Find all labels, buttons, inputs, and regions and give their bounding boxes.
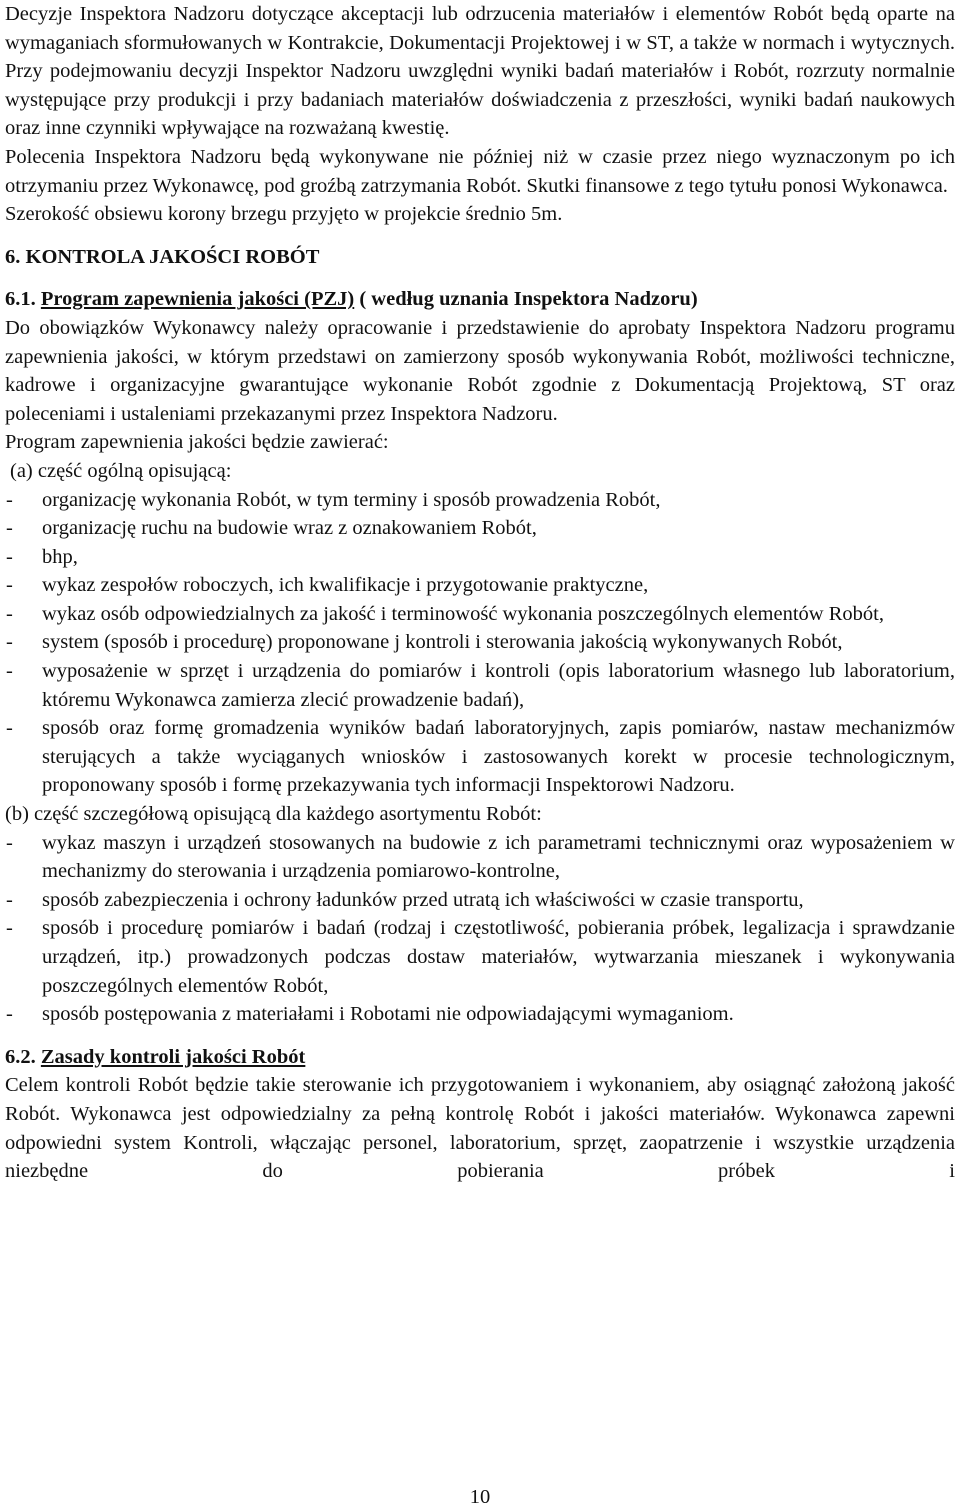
list-item: - system (sposób i procedurę) proponowane j kontroli i sterowania jakością wykonywanych Robót,	[5, 628, 955, 657]
list-item: - sposób oraz formę gromadzenia wyników badań laboratoryjnych, zapis pomiarów, nastaw mechanizmów sterujących a także wyciąganych wniosków i zastosowanych korekt w procesie technologicznym, proponowany sposób i formę przekazywania tych informacji Inspektorowi Nadzoru.	[5, 714, 955, 800]
list-item: - wykaz zespołów roboczych, ich kwalifikacje i przygotowanie praktyczne,	[5, 571, 955, 600]
list-item: - wykaz osób odpowiedzialnych za jakość i terminowość wykonania poszczególnych elementów Robót,	[5, 600, 955, 629]
section-spacer	[5, 1029, 955, 1043]
section-6-2-paragraph: Celem kontroli Robót będzie takie sterowanie ich przygotowaniem i wykonaniem, aby osiągnąć założoną jakość Robót. Wykonawca jest odpowiedzialny za pełną kontrolę Robót i jakości materiałów. Wykonawca zapewni odpowiedni system Kontroli, włączając personel, laboratorium, sprzęt, zaopatrzenie i wszystkie urządzenia niezbędne do pobierania próbek i	[5, 1074, 955, 1183]
list-item: - sposób postępowania z materiałami i Robotami nie odpowiadającymi wymaganiom.	[5, 1000, 955, 1029]
section-6-2-title: Zasady kontroli jakości Robót	[40, 1045, 306, 1068]
section-6-1-paragraph: Do obowiązków Wykonawcy należy opracowanie i przedstawienie do aprobaty Inspektora Nadzoru programu zapewnienia jakości, w którym przedstawi on zamierzony sposób wykonywania Robót, możliwości techniczne, kadrowe i organizacyjne gwarantujące wykonanie Robót zgodnie z Dokumentacją Projektową, ST oraz poleceniami i ustaleniami przekazanymi przez Inspektora Nadzoru.	[5, 316, 955, 425]
section-6-2-number: 6.2.	[5, 1045, 36, 1068]
section-6-1-number: 6.1.	[5, 288, 36, 311]
document-page	[5, 0, 955, 1186]
section-6-1-title: Program zapewnienia jakości (PZJ)	[40, 288, 355, 311]
list-item: - organizację wykonania Robót, w tym terminy i sposób prowadzenia Robót,	[5, 486, 955, 515]
list-item: - sposób i procedurę pomiarów i badań (rodzaj i częstotliwość, pobierania próbek, legalizacja i sprawdzanie urządzeń, itp.) prowadzonych podczas dostaw materiałów, wytwarzania mieszanek i wykonywania poszczególnych elementów Robót,	[5, 914, 955, 1000]
list-item: - wykaz maszyn i urządzeń stosowanych na budowie z ich parametrami technicznymi oraz wyposażeniem w mechanizmy do sterowania i urządzenia pomiarowo-kontrolne,	[5, 829, 955, 886]
list-item: - sposób zabezpieczenia i ochrony ładunków przed utratą ich właściwości w czasie transportu,	[5, 886, 955, 915]
intro-paragraph-width: Szerokość obsiewu korony brzegu przyjęto w projekcie średnio 5m.	[5, 203, 563, 226]
part-a-list	[5, 486, 955, 801]
section-6-1-title-suffix: ( według uznania Inspektora Nadzoru)	[359, 288, 698, 311]
page-number: 10	[469, 1486, 491, 1508]
intro-paragraph-decisions: Decyzje Inspektora Nadzoru dotyczące akceptacji lub odrzucenia materiałów i elementów Robót będą oparte na wymaganiach sformułowanych w Kontrakcie, Dokumentacji Projektowej i w ST, a także w normach i wytycznych. Przy podejmowaniu decyzji Inspektor Nadzoru uwzględni wyniki badań materiałów i Robót, rozrzuty normalnie występujące przy produkcji i przy badaniach materiałów doświadczenia z przeszłości, wyniki badań naukowych oraz inne czynniki wpływające na rozważaną kwestię.	[5, 3, 955, 140]
section-6-heading: 6. KONTROLA JAKOŚCI ROBÓT	[5, 245, 320, 268]
list-item: - organizację ruchu na budowie wraz z oznakowaniem Robót,	[5, 514, 955, 543]
part-a-heading: (a) część ogólną opisującą:	[10, 459, 232, 482]
section-6-2-heading	[5, 1043, 955, 1072]
list-item: - wyposażenie w sprzęt i urządzenia do pomiarów i kontroli (opis laboratorium własnego lub laboratorium, któremu Wykonawca zamierza zlecić prowadzenie badań),	[5, 657, 955, 714]
part-b-heading: (b) część szczegółową opisującą dla każdego asortymentu Robót:	[5, 803, 542, 826]
section-6-1-program-intro: Program zapewnienia jakości będzie zawierać:	[5, 431, 389, 454]
intro-paragraph-orders: Polecenia Inspektora Nadzoru będą wykonywane nie później niż w czasie przez niego wyznaczonym po ich otrzymaniu przez Wykonawcę, pod groźbą zatrzymania Robót. Skutki finansowe z tego tytułu ponosi Wykonawca.	[5, 145, 955, 197]
part-b-list	[5, 829, 955, 1029]
section-6-1-heading	[5, 285, 955, 314]
list-item: - bhp,	[5, 543, 955, 572]
